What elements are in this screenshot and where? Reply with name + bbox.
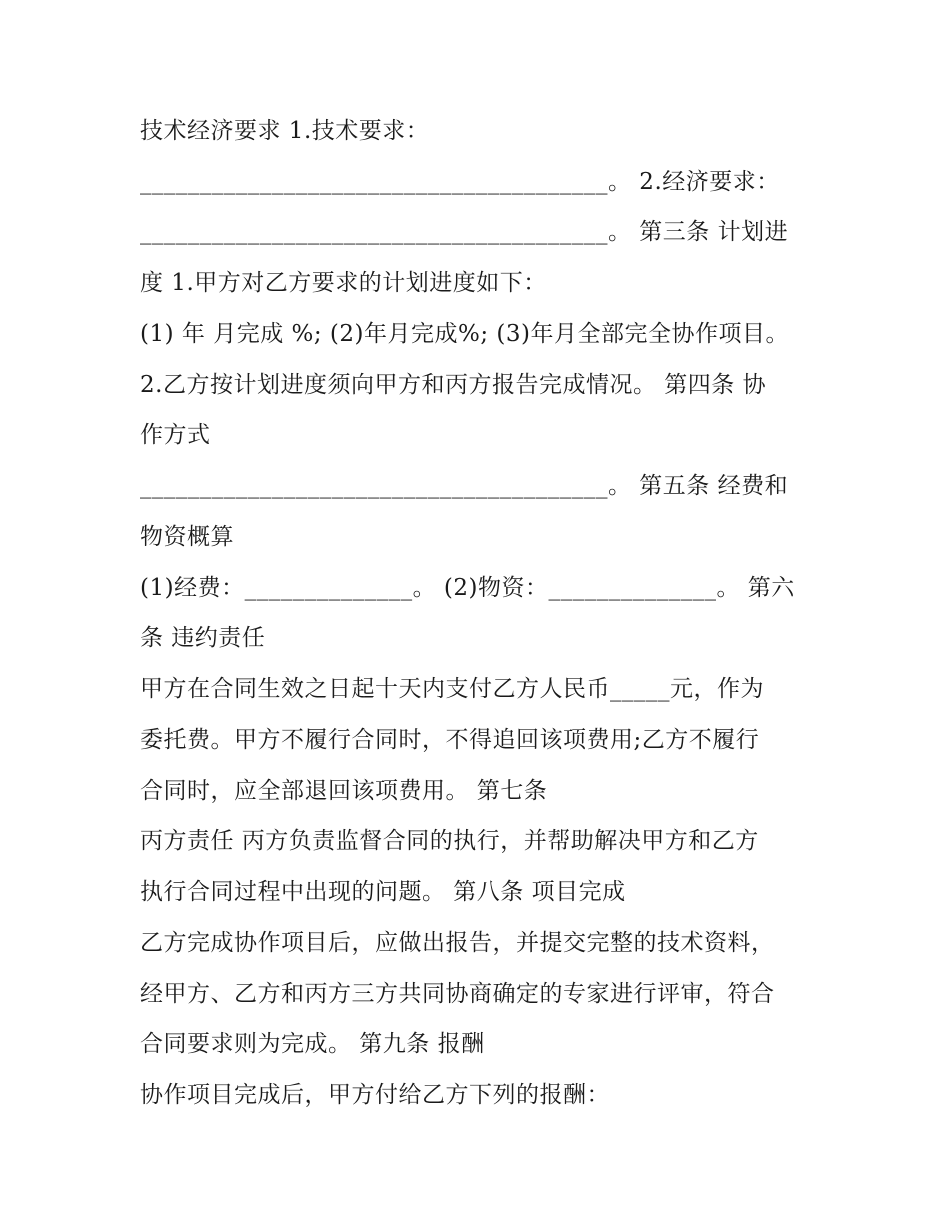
text-line: 物资概算	[140, 524, 234, 550]
text-line: 经甲方、乙方和丙方三方共同协商确定的专家进行评审，符合	[140, 981, 775, 1007]
text-line: 合同时，应全部退回该项费用。 第七条	[140, 778, 548, 804]
text-line: (1) 年 月完成 %; (2)年月完成%; (3)年月全部完全协作项目。	[140, 321, 790, 347]
text-line: _______________________________________。 2.经济要求：	[140, 169, 780, 195]
text-line: 执行合同过程中出现的问题。 第八条 项目完成	[140, 879, 626, 905]
text-line: 协作项目完成后，甲方付给乙方下列的报酬：	[140, 1082, 610, 1108]
text-line: 作方式	[140, 422, 211, 448]
text-line: _______________________________________。 第五条 经费和	[140, 473, 789, 499]
text-line: 2.乙方按计划进度须向甲方和丙方报告完成情况。 第四条 协	[140, 372, 767, 398]
text-line: (1)经费：______________。 (2)物资：______________。 第六	[140, 575, 795, 601]
text-line: _______________________________________。 第三条 计划进	[140, 219, 789, 245]
text-line: 甲方在合同生效之日起十天内支付乙方人民币_____元，作为	[140, 676, 764, 702]
text-line: 委托费。甲方不履行合同时，不得追回该项费用;乙方不履行	[140, 727, 760, 753]
text-line: 合同要求则为完成。 第九条 报酬	[140, 1031, 485, 1057]
text-line: 度 1.甲方对乙方要求的计划进度如下：	[140, 270, 547, 296]
text-line: 技术经济要求 1.技术要求：	[140, 118, 430, 144]
text-line: 丙方责任 丙方负责监督合同的执行，并帮助解决甲方和乙方	[140, 828, 759, 854]
text-line: 乙方完成协作项目后，应做出报告，并提交完整的技术资料，	[140, 930, 775, 956]
text-line: 条 违约责任	[140, 625, 266, 651]
